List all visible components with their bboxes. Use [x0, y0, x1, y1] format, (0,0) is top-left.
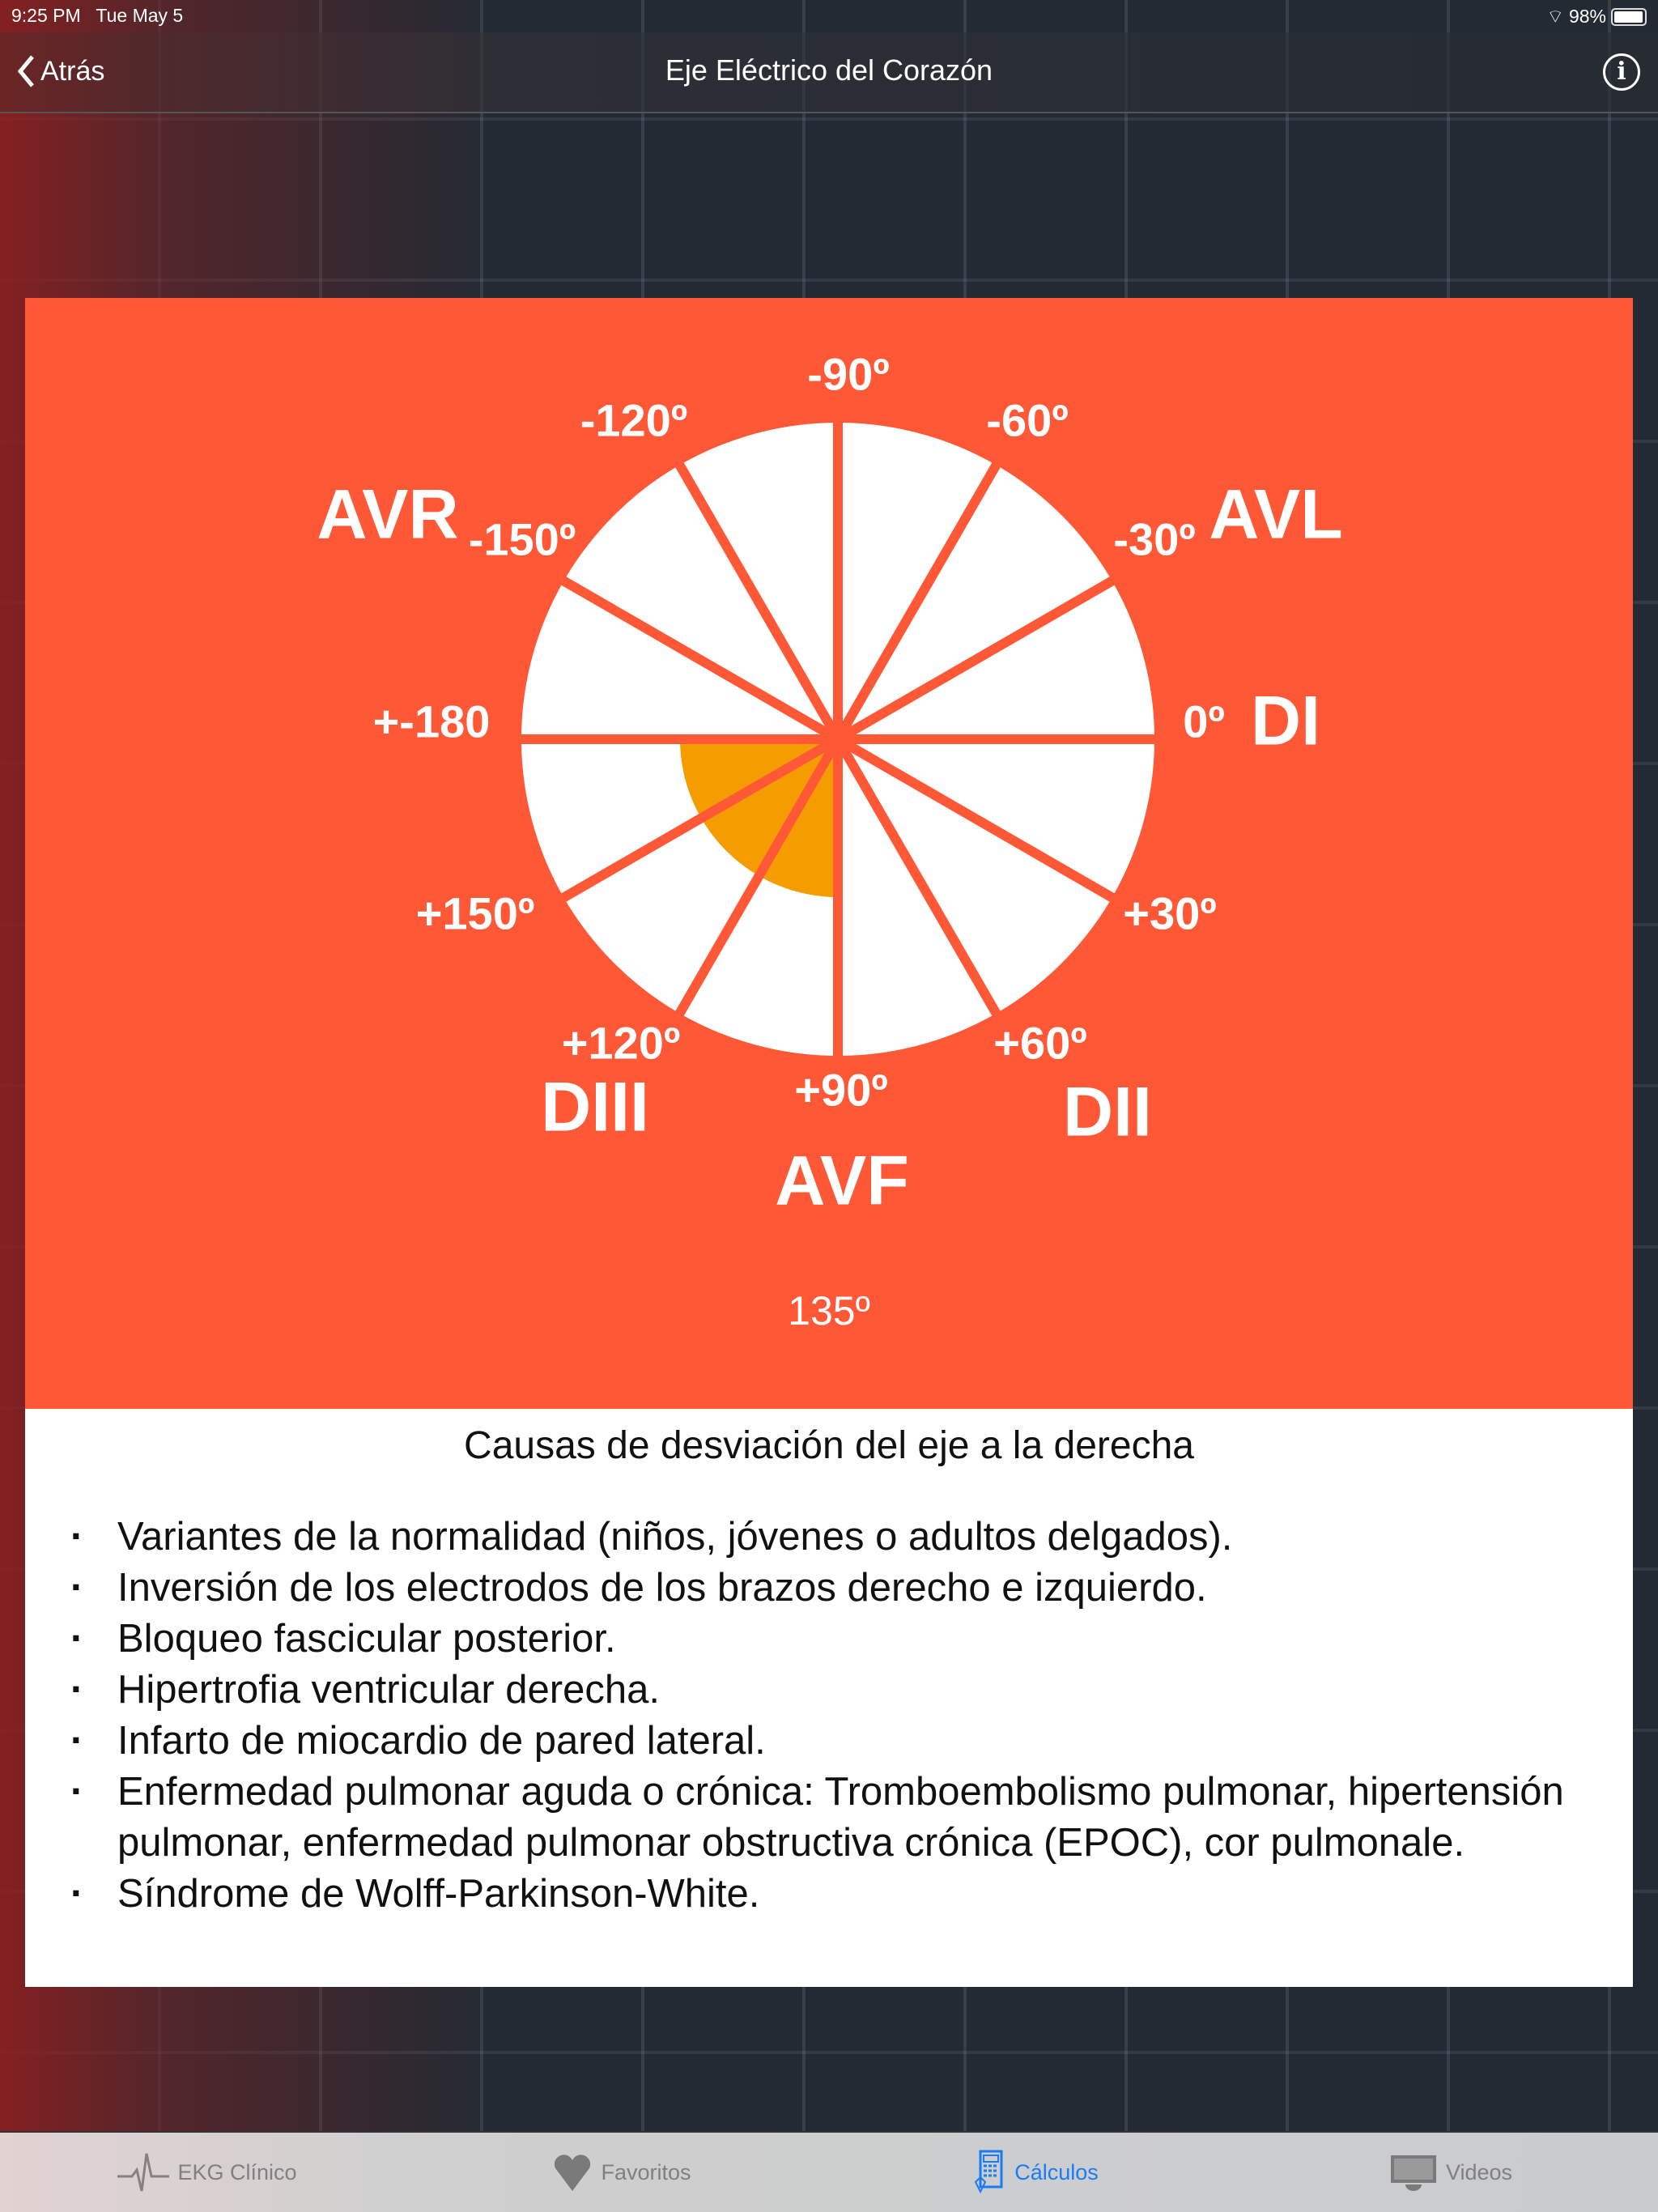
status-bar [0, 0, 1658, 32]
list-item: · Inversión de los electrodos de los brazos derecho e izquierdo. [117, 1563, 1601, 1614]
label-minus-90: -90º [807, 348, 890, 400]
causes-list [25, 1512, 1633, 1920]
battery-icon [1611, 8, 1647, 26]
status-time: 9:25 PM Tue May 5 [11, 5, 184, 26]
ekg-icon [117, 2152, 169, 2193]
label-180: +-180 [372, 696, 491, 747]
label-plus-90: +90º [794, 1064, 888, 1116]
info-icon[interactable]: i [1603, 53, 1640, 91]
tab-videos[interactable] [1244, 2133, 1658, 2212]
label-minus-150: -150º [468, 513, 576, 565]
navigation-bar [0, 32, 1658, 113]
tab-label: Favoritos [601, 2159, 691, 2184]
list-item: · Enfermedad pulmonar aguda o crónica: Tromboembolismo pulmonar, hipertensión pulmonar, enfermedad pulmonar obstructiva crónica (EPOC), cor pulmonale. [117, 1767, 1601, 1869]
lead-avl: AVL [1209, 475, 1343, 554]
lead-diii: DIII [541, 1068, 649, 1146]
page-title: Eje Eléctrico del Corazón [665, 53, 993, 87]
axis-result: 135º [788, 1288, 870, 1334]
lead-avr: AVR [317, 475, 459, 554]
label-0: 0º [1183, 696, 1225, 747]
tab-ekg-clinico[interactable] [0, 2133, 414, 2212]
list-item: · Variantes de la normalidad (niños, jóvenes o adultos delgados). [117, 1512, 1601, 1563]
status-right [1546, 5, 1647, 28]
axis-panel [25, 298, 1633, 1409]
lead-di: DI [1251, 682, 1320, 760]
lead-dii: DII [1063, 1073, 1152, 1151]
tab-bar [0, 2131, 1658, 2212]
causes-heading: Causas de desviación del eje a la derecha [464, 1424, 1194, 1467]
tab-label: Cálculos [1014, 2159, 1099, 2184]
list-item: · Hipertrofia ventricular derecha. [117, 1665, 1601, 1716]
label-plus-120: +120º [561, 1017, 681, 1069]
axis-wheel[interactable] [25, 298, 1633, 1409]
back-label: Atrás [40, 55, 105, 87]
battery-percent: 98% [1568, 6, 1606, 27]
label-minus-60: -60º [986, 394, 1069, 446]
list-item: · Bloqueo fascicular posterior. [117, 1614, 1601, 1665]
label-minus-30: -30º [1113, 513, 1196, 565]
causes-panel[interactable] [25, 1409, 1633, 1987]
list-item: · Infarto de miocardio de pared lateral. [117, 1716, 1601, 1767]
calculator-icon [974, 2150, 1006, 2195]
label-minus-120: -120º [580, 394, 688, 446]
label-plus-30: +30º [1123, 887, 1217, 939]
tab-label: EKG Clínico [177, 2159, 297, 2184]
lead-avf: AVF [775, 1142, 909, 1220]
tablet-icon [1389, 2154, 1438, 2191]
list-item: · Síndrome de Wolff-Parkinson-White. [117, 1869, 1601, 1920]
tab-favoritos[interactable] [414, 2133, 829, 2212]
tab-label: Videos [1445, 2159, 1513, 2184]
tab-calculos[interactable] [829, 2133, 1244, 2212]
heart-icon [552, 2152, 593, 2193]
label-plus-150: +150º [415, 887, 535, 939]
label-plus-60: +60º [993, 1017, 1087, 1069]
wifi-icon: ⌔ [1546, 6, 1564, 27]
